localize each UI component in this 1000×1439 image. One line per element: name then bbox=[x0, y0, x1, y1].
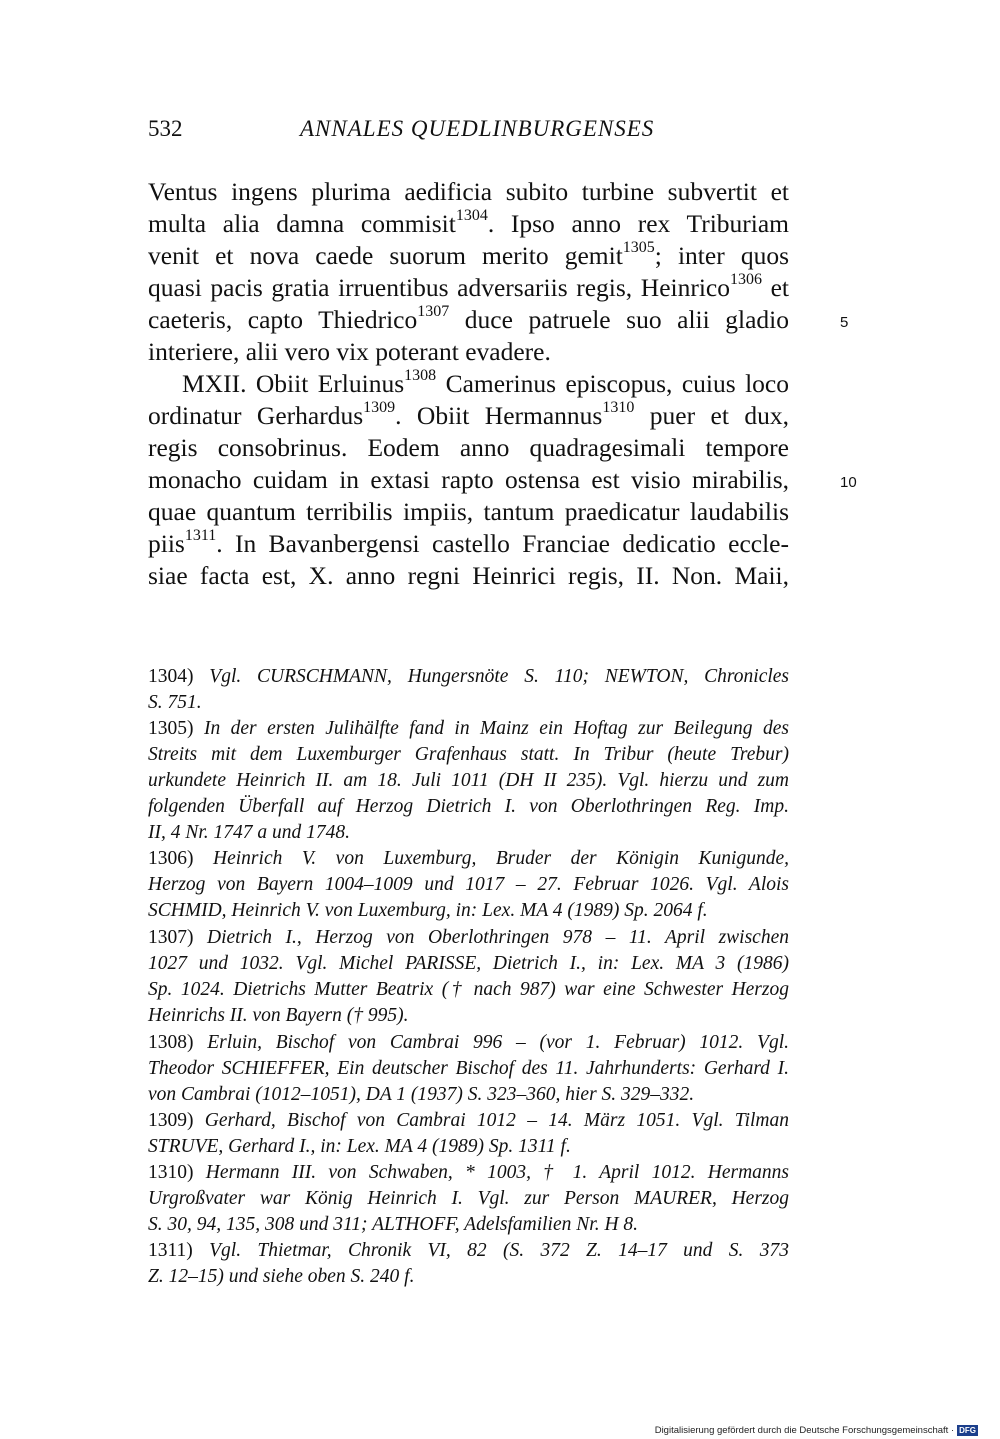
footnote-ref: 1308 bbox=[404, 366, 437, 384]
footnote-line: folgenden Überfall auf Herzog Dietrich I. von Oberlothringen Reg. Imp. bbox=[148, 796, 789, 817]
footnote-line: 1306) Heinrich V. von Luxemburg, Bruder der Königin Kunigunde, bbox=[148, 848, 789, 869]
footnote-ref: 1310 bbox=[602, 398, 635, 416]
footnote-ref: 1309 bbox=[363, 398, 396, 416]
footnote-line: 1305) In der ersten Julihälfte fand in Mainz ein Hoftag zur Beilegung des bbox=[148, 718, 789, 739]
footnote-line: 1309) Gerhard, Bischof von Cambrai 1012 – 14. März 1051. Vgl. Tilman bbox=[148, 1110, 789, 1131]
footer-text: Digitalisierung gefördert durch die Deutsche Forschungsgemeinschaft · bbox=[654, 1425, 955, 1436]
text-line: Ventus ingens plurima aedificia subito turbine subvertit et bbox=[148, 177, 789, 206]
footnote-line: 1308) Erluin, Bischof von Cambrai 996 – (vor 1. Februar) 1012. Vgl. bbox=[148, 1032, 789, 1053]
page-number: 532 bbox=[148, 116, 183, 141]
footnote-line: Theodor SCHIEFFER, Ein deutscher Bischof des 11. Jahrhunderts: Gerhard I. bbox=[148, 1058, 789, 1079]
footnote-ref: 1307 bbox=[417, 302, 450, 320]
footnote-ref: 1304 bbox=[455, 206, 488, 224]
dfg-logo: DFG bbox=[959, 1426, 976, 1435]
footnote-line: 1027 und 1032. Vgl. Michel PARISSE, Dietrich I., in: Lex. MA 3 (1986) bbox=[148, 953, 789, 974]
text-line: ordinatur Gerhardus$^{1309}$. Obiit Hermannus$^{1310}$ puer et dux, bbox=[148, 398, 789, 430]
text-line: siae facta est, X. anno regni Heinrici regis, II. Non. Maii, bbox=[148, 561, 789, 590]
line-number: 10 bbox=[840, 474, 857, 491]
footnote-line: von Cambrai (1012–1051), DA 1 (1937) S. 323–360, hier S. 329–332. bbox=[148, 1084, 695, 1105]
text-line: quasi pacis gratia irruentibus adversariis regis, Heinrico$^{1306}$ et bbox=[148, 270, 790, 302]
footnote-line: Heinrichs II. von Bayern († 995). bbox=[148, 1005, 409, 1026]
footnote-line: Herzog von Bayern 1004–1009 und 1017 – 27. Februar 1026. Vgl. Alois bbox=[148, 874, 789, 895]
footnote-line: 1311) Vgl. Thietmar, Chronik VI, 82 (S. 372 Z. 14–17 und S. 373 bbox=[148, 1240, 789, 1261]
footnote-line: Streits mit dem Luxemburger Grafenhaus statt. In Tribur (heute Trebur) bbox=[148, 744, 789, 765]
footnote-line: 1310) Hermann III. von Schwaben, * 1003, † 1. April 1012. Hermanns bbox=[148, 1162, 790, 1183]
text-line: venit et nova caede suorum merito gemit$^{1305}$; inter quos bbox=[148, 238, 789, 270]
text-line: caeteris, capto Thiedrico$^{1307}$ duce patruele suo alii gladio bbox=[148, 302, 789, 334]
footnote-line: 1307) Dietrich I., Herzog von Oberlothringen 978 – 11. April zwischen bbox=[148, 927, 789, 948]
footnote-line: 1304) Vgl. CURSCHMANN, Hungersnöte S. 110; NEWTON, Chronicles bbox=[148, 666, 790, 687]
text-line: monacho cuidam in extasi rapto ostensa est visio mirabilis, bbox=[148, 465, 789, 494]
footnote-line: STRUVE, Gerhard I., in: Lex. MA 4 (1989) Sp. 1311 f. bbox=[148, 1136, 571, 1157]
footnote-ref: 1305 bbox=[622, 238, 655, 256]
line-number: 5 bbox=[840, 314, 849, 331]
text-line: piis$^{1311}$. In Bavanbergensi castello Franciae dedicatio eccle- bbox=[148, 526, 789, 558]
text-line: regis consobrinus. Eodem anno quadragesimali tempore bbox=[148, 433, 789, 462]
footnote-ref: 1306 bbox=[730, 270, 762, 288]
text-line: quae quantum terribilis impiis, tantum praedicatur laudabilis bbox=[148, 497, 789, 526]
footnote-line: II, 4 Nr. 1747 a und 1748. bbox=[148, 822, 351, 843]
text-line: interiere, alii vero vix poterant evadere. bbox=[148, 337, 551, 366]
footnote-line: Z. 12–15) und siehe oben S. 240 f. bbox=[148, 1266, 415, 1287]
text-line: multa alia damna commisit$^{1304}$. Ipso anno rex Triburiam bbox=[148, 206, 790, 238]
footnote-ref: 1311 bbox=[184, 526, 217, 544]
footnote-line: SCHMID, Heinrich V. von Luxemburg, in: Lex. MA 4 (1989) Sp. 2064 f. bbox=[148, 900, 708, 921]
footnote-line: S. 751. bbox=[148, 692, 202, 713]
footnote-line: Sp. 1024. Dietrichs Mutter Beatrix († nach 987) war eine Schwester Herzog bbox=[148, 979, 789, 1000]
running-title: ANNALES QUEDLINBURGENSES bbox=[300, 116, 655, 141]
footnote-line: Urgroßvater war König Heinrich I. Vgl. zur Person MAURER, Herzog bbox=[148, 1188, 789, 1209]
digitization-footer bbox=[655, 1425, 978, 1436]
footnote-line: S. 30, 94, 135, 308 und 311; ALTHOFF, Adelsfamilien Nr. H 8. bbox=[148, 1214, 639, 1235]
footnote-line: urkundete Heinrich II. am 18. Juli 1011 (DH II 235). Vgl. hierzu und zum bbox=[148, 770, 789, 791]
text-line: MXII. Obiit Erluinus$^{1308}$ Camerinus episcopus, cuius loco bbox=[182, 366, 790, 398]
